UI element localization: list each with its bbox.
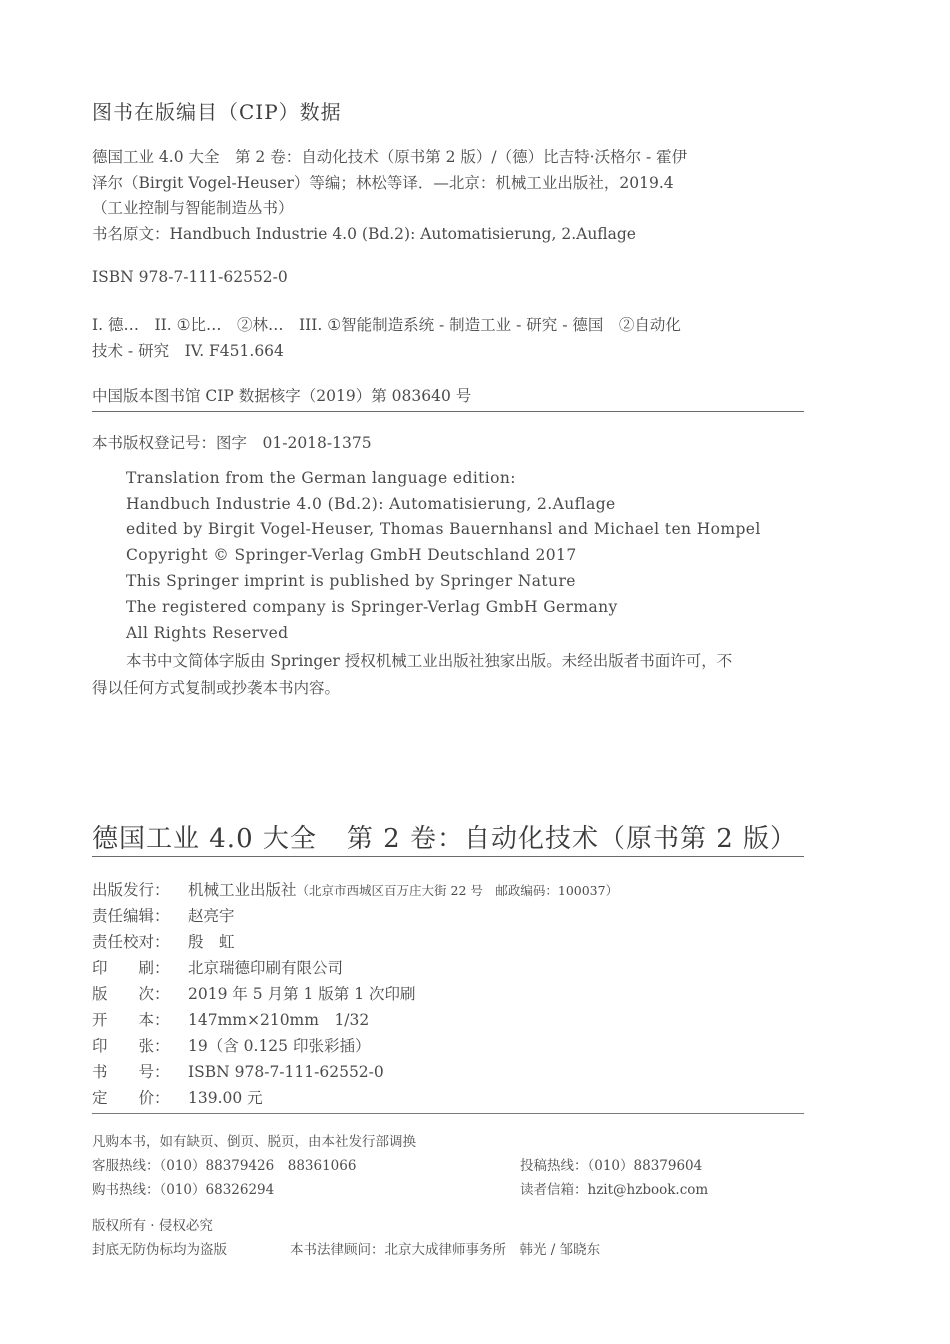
cip-isbn: ISBN 978-7-111-62552-0 [92, 268, 288, 286]
info-label: 书 号： [92, 1063, 170, 1081]
info-label: 版 次： [92, 985, 170, 1003]
price-row [92, 1086, 263, 1108]
anti-counterfeit-notice: 封底无防伪标均为盗版 [92, 1242, 227, 1258]
english-copyright-line: The registered company is Springer-Verlag GmbH Germany [126, 598, 618, 616]
defect-notice: 凡购本书，如有缺页、倒页、脱页，由本社发行部调换 [92, 1134, 416, 1150]
info-label: 责任校对： [92, 933, 170, 951]
license-statement-line: 得以任何方式复制或抄袭本书内容。 [92, 679, 341, 697]
info-label: 出版发行： [92, 881, 170, 899]
info-label: 开 本： [92, 1011, 170, 1029]
info-value: 北京瑞德印刷有限公司 [188, 959, 344, 977]
publisher-row [92, 878, 618, 900]
format-row [92, 1008, 369, 1030]
divider [92, 856, 804, 857]
english-copyright-line: All Rights Reserved [126, 624, 289, 642]
license-statement-line: 本书中文简体字版由 Springer 授权机械工业出版社独家出版。未经出版者书面许可，不 [126, 652, 733, 670]
info-value: 139.00 元 [188, 1089, 263, 1107]
cip-entry-line: （工业控制与智能制造丛书） [92, 199, 294, 217]
reader-email: 读者信箱：hzit@hzbook.com [520, 1182, 709, 1198]
english-copyright-line: This Springer imprint is published by Springer Nature [126, 572, 576, 590]
info-value: 机械工业出版社 [188, 881, 297, 899]
cip-classification-line: 技术 - 研究 IV. F451.664 [92, 342, 284, 360]
info-value: 147mm×210mm 1/32 [188, 1011, 370, 1029]
cip-classification-line: I. 德… II. ①比… ②林… III. ①智能制造系统 - 制造工业 - 研究 - 德国 ②自动化 [92, 316, 681, 334]
legal-counsel: 本书法律顾问：北京大成律师事务所 韩光 / 邹晓东 [290, 1242, 601, 1258]
english-copyright-line: Handbuch Industrie 4.0 (Bd.2): Automatisierung, 2.Auflage [126, 495, 616, 513]
english-copyright-line: edited by Birgit Vogel-Heuser, Thomas Bauernhansl and Michael ten Hompel [126, 520, 761, 538]
info-value: 赵亮宇 [188, 907, 235, 925]
proofreader-row [92, 930, 235, 952]
english-copyright-line: Translation from the German language edition: [126, 469, 516, 487]
printer-row [92, 956, 343, 978]
cip-heading: 图书在版编目（CIP）数据 [92, 100, 342, 124]
purchase-hotline: 购书热线：（010）68326294 [92, 1182, 275, 1198]
editor-row [92, 904, 235, 926]
publisher-address: （北京市西城区百万庄大街 22 号 邮政编码：100037） [296, 883, 619, 898]
sheets-row [92, 1034, 370, 1056]
book-title-main: 德国工业 4.0 大全 [92, 824, 317, 854]
edition-row [92, 982, 416, 1004]
info-value: 2019 年 5 月第 1 版第 1 次印刷 [188, 985, 416, 1003]
info-label: 责任编辑： [92, 907, 170, 925]
divider [92, 411, 804, 412]
english-copyright-line: Copyright © Springer-Verlag GmbH Deutschland 2017 [126, 546, 577, 564]
copyright-registration: 本书版权登记号：图字 01-2018-1375 [92, 434, 372, 452]
submission-hotline: 投稿热线：（010）88379604 [520, 1158, 703, 1174]
rights-reserved: 版权所有 · 侵权必究 [92, 1218, 213, 1234]
service-hotline: 客服热线：（010）88379426 88361066 [92, 1158, 357, 1174]
info-label: 定 价： [92, 1089, 170, 1107]
divider [92, 1113, 804, 1114]
info-label: 印 刷： [92, 959, 170, 977]
cip-record-number: 中国版本图书馆 CIP 数据核字（2019）第 083640 号 [92, 387, 472, 405]
isbn-row [92, 1060, 384, 1082]
cip-original-title: 书名原文：Handbuch Industrie 4.0 (Bd.2): Automatisierung, 2.Auflage [92, 225, 636, 243]
info-value: ISBN 978-7-111-62552-0 [188, 1063, 384, 1081]
info-value: 19（含 0.125 印张彩插） [188, 1037, 371, 1055]
info-label: 印 张： [92, 1037, 170, 1055]
info-value: 殷 虹 [188, 933, 235, 951]
cip-entry-line: 泽尔（Birgit Vogel-Heuser）等编；林松等译．—北京：机械工业出版社，2019.4 [92, 174, 674, 192]
book-title-volume: 第 2 卷：自动化技术（原书第 2 版） [346, 824, 798, 854]
book-title [92, 818, 797, 855]
cip-entry-line: 德国工业 4.0 大全 第 2 卷：自动化技术（原书第 2 版）/（德）比吉特·沃格尔 - 霍伊 [92, 148, 688, 166]
